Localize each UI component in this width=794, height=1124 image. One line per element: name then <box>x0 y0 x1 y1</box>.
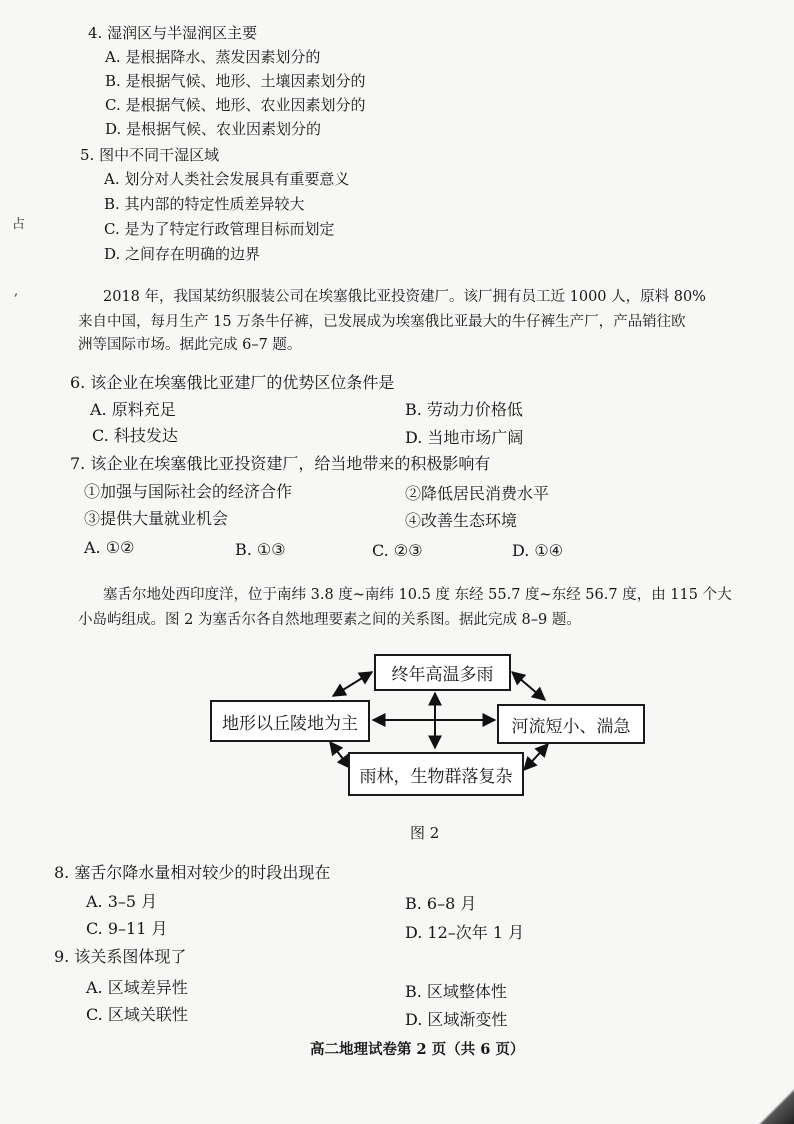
q4-option-b: B. 是根据气候、地形、土壤因素划分的 <box>105 72 366 90</box>
q4-option-a: A. 是根据降水、蒸发因素划分的 <box>105 48 321 66</box>
q9-option-c: C. 区域关联性 <box>86 1005 188 1024</box>
q7-option-c: C. ②③ <box>372 541 423 560</box>
diagram-box-right: 河流短小、湍急 <box>497 704 645 744</box>
page-footer: 高二地理试卷第 2 页（共 6 页） <box>310 1041 525 1058</box>
q7-stem: 7. 该企业在埃塞俄比亚投资建厂，给当地带来的积极影响有 <box>70 454 491 473</box>
q9-option-b: B. 区域整体性 <box>405 982 507 1001</box>
q9-option-d: D. 区域渐变性 <box>405 1010 508 1029</box>
q9-stem: 9. 该关系图体现了 <box>54 947 187 966</box>
arrow-top-left <box>333 672 372 696</box>
margin-mark-2: , <box>14 284 19 299</box>
q7-option-a: A. ①② <box>84 538 135 557</box>
q4-stem: 4. 湿润区与半湿润区主要 <box>88 24 258 42</box>
q7-statement-4: ④改善生态环境 <box>405 511 518 530</box>
q4-option-d: D. 是根据气候、农业因素划分的 <box>105 120 322 138</box>
q8-option-a: A. 3–5 月 <box>86 892 158 911</box>
margin-mark-1: 占 <box>12 217 26 232</box>
arrow-bottom-right <box>524 744 548 770</box>
q4-option-c: C. 是根据气候、地形、农业因素划分的 <box>105 96 366 114</box>
diagram-box-top: 终年高温多雨 <box>374 654 511 691</box>
q8-option-c: C. 9–11 月 <box>86 919 168 938</box>
q7-statement-1: ①加强与国际社会的经济合作 <box>84 482 293 501</box>
q6-option-a: A. 原料充足 <box>90 400 176 419</box>
q5-option-b: B. 其内部的特定性质差异较大 <box>104 195 305 213</box>
q6-option-d: D. 当地市场广阔 <box>405 428 524 447</box>
q6-option-b: B. 劳动力价格低 <box>405 400 523 419</box>
q6-stem: 6. 该企业在埃塞俄比亚建厂的优势区位条件是 <box>70 373 395 392</box>
q5-stem: 5. 图中不同干湿区域 <box>80 146 220 164</box>
q5-option-c: C. 是为了特定行政管理目标而划定 <box>104 220 335 238</box>
arrow-top-right <box>512 672 545 700</box>
passage1-line1: 2018 年，我国某纺织服装公司在埃塞俄比亚投资建厂。该厂拥有员工近 1000 人，原料 80% <box>103 289 706 305</box>
figure-caption: 图 2 <box>410 824 440 842</box>
q8-option-b: B. 6–8 月 <box>405 894 477 913</box>
q5-option-d: D. 之间存在明确的边界 <box>104 245 261 263</box>
passage2-line1: 塞舌尔地处西印度洋，位于南纬 3.8 度~南纬 10.5 度 东经 55.7 度~东经 56.7 度，由 115 个大 <box>103 587 732 603</box>
passage1-line3: 洲等国际市场。据此完成 6–7 题。 <box>78 337 302 353</box>
passage2-line2: 小岛屿组成。图 2 为塞舌尔各自然地理要素之间的关系图。据此完成 8–9 题。 <box>78 612 581 628</box>
q8-stem: 8. 塞舌尔降水量相对较少的时段出现在 <box>54 863 331 882</box>
diagram-box-bottom: 雨林，生物群落复杂 <box>348 752 524 796</box>
q7-statement-2: ②降低居民消费水平 <box>405 484 550 503</box>
q8-option-d: D. 12–次年 1 月 <box>405 923 525 942</box>
diagram-box-left: 地形以丘陵地为主 <box>210 700 370 742</box>
q9-option-a: A. 区域差异性 <box>86 978 188 997</box>
passage1-line2: 来自中国，每月生产 15 万条牛仔裤，已发展成为埃塞俄比亚最大的牛仔裤生产厂，产品销往欧 <box>78 314 686 330</box>
q7-statement-3: ③提供大量就业机会 <box>84 509 229 528</box>
q5-option-a: A. 划分对人类社会发展具有重要意义 <box>104 170 350 188</box>
q6-option-c: C. 科技发达 <box>92 426 178 445</box>
q7-option-d: D. ①④ <box>512 541 564 560</box>
arrow-bottom-left <box>330 742 350 768</box>
scan-shadow <box>754 1084 794 1124</box>
q7-option-b: B. ①③ <box>235 540 286 559</box>
